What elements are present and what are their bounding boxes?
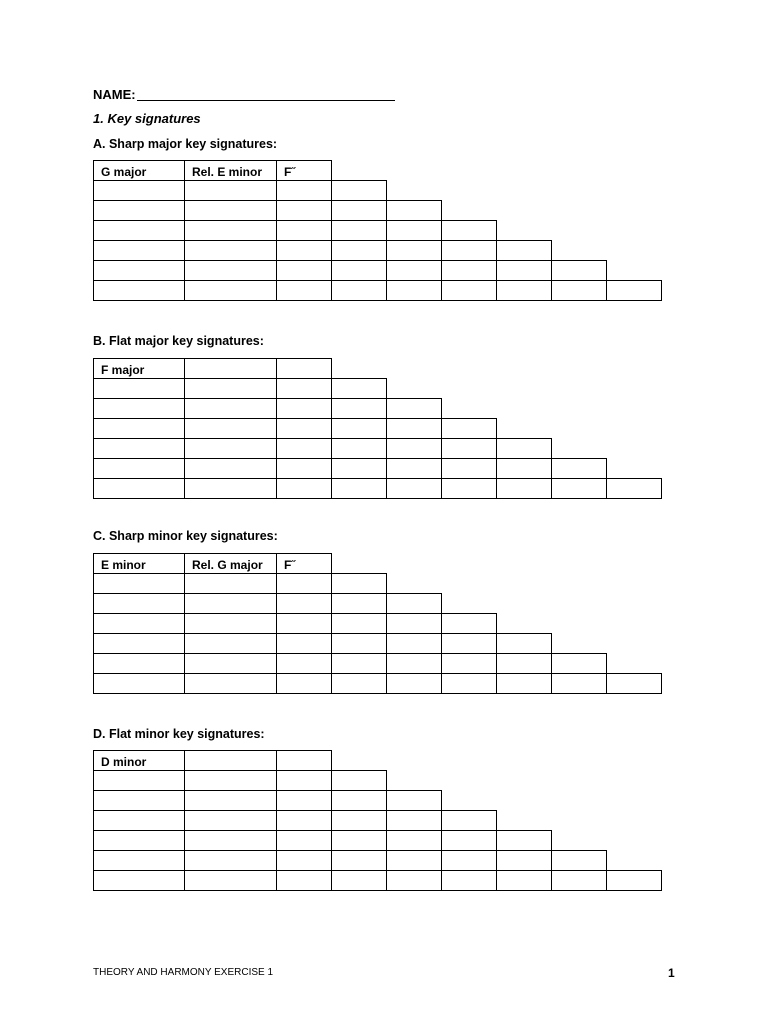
grid-cell[interactable] <box>276 830 332 851</box>
grid-cell[interactable] <box>386 418 442 439</box>
grid-cell[interactable] <box>93 220 185 241</box>
grid-cell[interactable] <box>276 870 332 891</box>
grid-cell[interactable] <box>331 870 387 891</box>
grid-cell[interactable] <box>331 810 387 831</box>
grid-cell[interactable] <box>606 280 662 301</box>
grid-cell[interactable] <box>276 220 332 241</box>
section-b-title: B. Flat major key signatures: <box>93 334 264 348</box>
grid-cell[interactable] <box>184 280 277 301</box>
grid-cell[interactable] <box>93 633 185 654</box>
grid-cell[interactable] <box>386 438 442 459</box>
grid-cell[interactable] <box>386 633 442 654</box>
grid-cell[interactable] <box>276 180 332 201</box>
grid-cell[interactable] <box>551 850 607 871</box>
name-field-line[interactable] <box>137 100 395 101</box>
grid-cell[interactable] <box>441 673 497 694</box>
grid-cell[interactable] <box>93 770 185 791</box>
grid-cell[interactable] <box>441 850 497 871</box>
grid-cell[interactable] <box>184 770 277 791</box>
header-cell-label: F˝ <box>284 165 296 179</box>
grid-cell[interactable] <box>184 633 277 654</box>
grid-cell[interactable] <box>331 180 387 201</box>
section-d-title: D. Flat minor key signatures: <box>93 727 265 741</box>
grid-cell[interactable] <box>93 418 185 439</box>
header-cell-label: F˝ <box>284 558 296 572</box>
grid-cell[interactable] <box>276 573 332 594</box>
grid-cell[interactable] <box>386 653 442 674</box>
grid-cell[interactable] <box>276 458 332 479</box>
grid-cell[interactable] <box>184 458 277 479</box>
grid-cell[interactable] <box>276 160 332 181</box>
grid-cell[interactable] <box>331 220 387 241</box>
section-title: 1. Key signatures <box>93 111 201 126</box>
grid-cell[interactable] <box>184 358 277 379</box>
grid-cell[interactable] <box>184 553 277 574</box>
grid-cell[interactable] <box>496 458 552 479</box>
grid-cell[interactable] <box>276 593 332 614</box>
grid-cell[interactable] <box>184 850 277 871</box>
grid-cell[interactable] <box>184 870 277 891</box>
grid-cell[interactable] <box>93 750 185 771</box>
grid-cell[interactable] <box>184 220 277 241</box>
grid-cell[interactable] <box>496 478 552 499</box>
grid-cell[interactable] <box>496 438 552 459</box>
grid-cell[interactable] <box>276 418 332 439</box>
grid-cell[interactable] <box>93 573 185 594</box>
grid-cell[interactable] <box>386 260 442 281</box>
grid-cell[interactable] <box>276 398 332 419</box>
page-number: 1 <box>668 966 675 980</box>
grid-cell[interactable] <box>184 653 277 674</box>
grid-cell[interactable] <box>551 280 607 301</box>
section-a-title: A. Sharp major key signatures: <box>93 137 278 151</box>
grid-cell[interactable] <box>276 850 332 871</box>
grid-cell[interactable] <box>276 653 332 674</box>
grid-cell[interactable] <box>386 593 442 614</box>
header-cell-label: Rel. E minor <box>192 165 263 179</box>
grid-cell[interactable] <box>331 613 387 634</box>
grid-cell[interactable] <box>276 790 332 811</box>
grid-cell[interactable] <box>93 280 185 301</box>
grid-cell[interactable] <box>93 200 185 221</box>
grid-cell[interactable] <box>496 850 552 871</box>
grid-cell[interactable] <box>331 770 387 791</box>
grid-cell[interactable] <box>331 653 387 674</box>
grid-cell[interactable] <box>93 613 185 634</box>
grid-cell[interactable] <box>276 378 332 399</box>
grid-cell[interactable] <box>276 358 332 379</box>
grid-cell[interactable] <box>496 260 552 281</box>
grid-cell[interactable] <box>184 750 277 771</box>
grid-cell[interactable] <box>93 358 185 379</box>
grid-cell[interactable] <box>331 790 387 811</box>
grid-cell[interactable] <box>551 673 607 694</box>
grid-cell[interactable] <box>276 613 332 634</box>
grid-cell[interactable] <box>184 200 277 221</box>
grid-cell[interactable] <box>331 633 387 654</box>
grid-cell[interactable] <box>551 260 607 281</box>
grid-cell[interactable] <box>386 458 442 479</box>
grid-cell[interactable] <box>386 810 442 831</box>
grid-cell[interactable] <box>331 593 387 614</box>
grid-cell[interactable] <box>386 673 442 694</box>
grid-cell[interactable] <box>184 810 277 831</box>
grid-cell[interactable] <box>184 180 277 201</box>
grid-cell[interactable] <box>184 790 277 811</box>
grid-cell[interactable] <box>93 398 185 419</box>
grid-cell[interactable] <box>276 200 332 221</box>
grid-cell[interactable] <box>184 418 277 439</box>
grid-cell[interactable] <box>93 790 185 811</box>
grid-cell[interactable] <box>93 378 185 399</box>
grid-cell[interactable] <box>386 830 442 851</box>
grid-cell[interactable] <box>386 240 442 261</box>
header-cell-label: F major <box>101 363 145 377</box>
grid-cell[interactable] <box>551 478 607 499</box>
grid-cell[interactable] <box>276 438 332 459</box>
grid-cell[interactable] <box>93 458 185 479</box>
grid-cell[interactable] <box>331 398 387 419</box>
grid-cell[interactable] <box>184 593 277 614</box>
grid-cell[interactable] <box>386 398 442 419</box>
grid-cell[interactable] <box>184 160 277 181</box>
grid-cell[interactable] <box>441 478 497 499</box>
grid-cell[interactable] <box>276 770 332 791</box>
grid-cell[interactable] <box>441 220 497 241</box>
grid-cell[interactable] <box>331 260 387 281</box>
grid-cell[interactable] <box>331 200 387 221</box>
grid-cell[interactable] <box>496 653 552 674</box>
grid-cell[interactable] <box>331 573 387 594</box>
grid-cell[interactable] <box>441 458 497 479</box>
grid-cell[interactable] <box>184 478 277 499</box>
grid-cell[interactable] <box>606 478 662 499</box>
grid-cell[interactable] <box>331 240 387 261</box>
grid-cell[interactable] <box>184 260 277 281</box>
header-cell-label: G major <box>101 165 147 179</box>
grid-cell[interactable] <box>93 240 185 261</box>
grid-cell[interactable] <box>606 870 662 891</box>
grid-cell[interactable] <box>276 633 332 654</box>
grid-cell[interactable] <box>276 260 332 281</box>
grid-cell[interactable] <box>93 160 185 181</box>
grid-cell[interactable] <box>331 830 387 851</box>
grid-cell[interactable] <box>386 200 442 221</box>
grid-cell[interactable] <box>331 418 387 439</box>
grid-cell[interactable] <box>93 260 185 281</box>
grid-cell[interactable] <box>496 870 552 891</box>
grid-cell[interactable] <box>441 418 497 439</box>
grid-cell[interactable] <box>551 870 607 891</box>
grid-cell[interactable] <box>551 458 607 479</box>
grid-cell[interactable] <box>496 673 552 694</box>
grid-cell[interactable] <box>386 790 442 811</box>
grid-cell[interactable] <box>331 478 387 499</box>
grid-cell[interactable] <box>441 870 497 891</box>
grid-cell[interactable] <box>386 613 442 634</box>
grid-cell[interactable] <box>386 870 442 891</box>
grid-cell[interactable] <box>276 478 332 499</box>
grid-cell[interactable] <box>386 478 442 499</box>
grid-cell[interactable] <box>93 180 185 201</box>
grid-cell[interactable] <box>331 673 387 694</box>
grid-cell[interactable] <box>496 830 552 851</box>
grid-cell[interactable] <box>276 810 332 831</box>
grid-cell[interactable] <box>551 653 607 674</box>
header-cell-label: Rel. G major <box>192 558 263 572</box>
grid-cell[interactable] <box>331 438 387 459</box>
grid-cell[interactable] <box>441 280 497 301</box>
grid-cell[interactable] <box>276 553 332 574</box>
grid-cell[interactable] <box>184 573 277 594</box>
name-label: NAME: <box>93 87 136 102</box>
grid-cell[interactable] <box>331 850 387 871</box>
grid-cell[interactable] <box>276 673 332 694</box>
grid-cell[interactable] <box>441 633 497 654</box>
grid-cell[interactable] <box>441 653 497 674</box>
grid-cell[interactable] <box>441 240 497 261</box>
header-cell-label: E minor <box>101 558 146 572</box>
grid-cell[interactable] <box>386 850 442 871</box>
grid-cell[interactable] <box>93 870 185 891</box>
grid-cell[interactable] <box>496 240 552 261</box>
footer-title: THEORY AND HARMONY EXERCISE 1 <box>93 967 274 978</box>
grid-cell[interactable] <box>93 478 185 499</box>
grid-cell[interactable] <box>93 593 185 614</box>
grid-cell[interactable] <box>184 673 277 694</box>
grid-cell[interactable] <box>496 633 552 654</box>
grid-cell[interactable] <box>276 750 332 771</box>
grid-cell[interactable] <box>331 378 387 399</box>
grid-cell[interactable] <box>441 260 497 281</box>
grid-cell[interactable] <box>93 830 185 851</box>
grid-cell[interactable] <box>184 830 277 851</box>
grid-cell[interactable] <box>93 673 185 694</box>
section-c-title: C. Sharp minor key signatures: <box>93 529 278 543</box>
header-cell-label: D minor <box>101 755 147 769</box>
grid-cell[interactable] <box>331 280 387 301</box>
grid-cell[interactable] <box>93 850 185 871</box>
grid-cell[interactable] <box>441 613 497 634</box>
grid-cell[interactable] <box>441 810 497 831</box>
grid-cell[interactable] <box>184 240 277 261</box>
grid-cell[interactable] <box>93 553 185 574</box>
grid-cell[interactable] <box>606 673 662 694</box>
grid-cell[interactable] <box>276 280 332 301</box>
grid-cell[interactable] <box>276 240 332 261</box>
grid-cell[interactable] <box>386 220 442 241</box>
grid-cell[interactable] <box>496 280 552 301</box>
grid-cell[interactable] <box>184 438 277 459</box>
grid-cell[interactable] <box>93 438 185 459</box>
grid-cell[interactable] <box>93 653 185 674</box>
grid-cell[interactable] <box>93 810 185 831</box>
grid-cell[interactable] <box>386 280 442 301</box>
grid-cell[interactable] <box>441 830 497 851</box>
grid-cell[interactable] <box>441 438 497 459</box>
grid-cell[interactable] <box>184 398 277 419</box>
grid-cell[interactable] <box>184 378 277 399</box>
grid-cell[interactable] <box>331 458 387 479</box>
grid-cell[interactable] <box>184 613 277 634</box>
